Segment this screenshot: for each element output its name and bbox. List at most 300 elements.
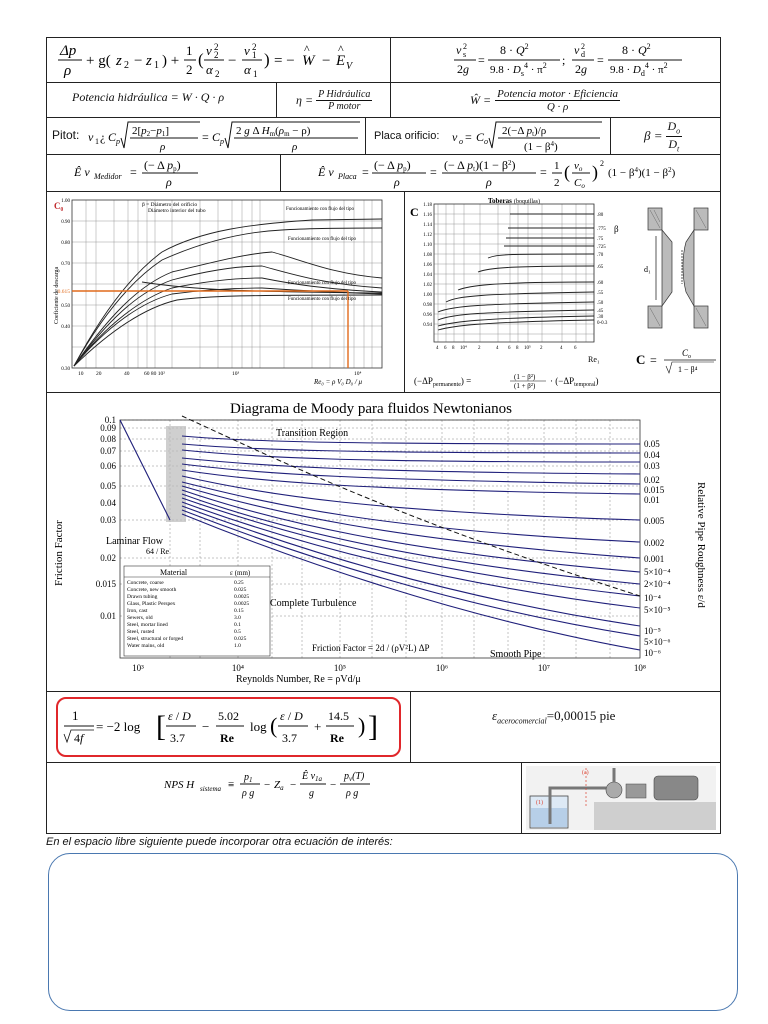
svg-text:10⁵: 10⁵	[524, 346, 531, 351]
ev-placa-equation	[318, 156, 718, 190]
material-row-1-eps: 0.025	[234, 587, 247, 593]
svg-text:=: =	[202, 130, 209, 144]
svg-text:1: 1	[95, 137, 99, 146]
svg-text:1: 1	[554, 160, 560, 172]
svg-text:6: 6	[444, 346, 447, 351]
svg-text:0.70: 0.70	[61, 262, 70, 267]
svg-text:14.5: 14.5	[328, 709, 349, 723]
svg-text:3.7: 3.7	[170, 731, 185, 745]
moody-smooth-label: Smooth Pipe	[490, 649, 542, 660]
svg-text:2: 2	[600, 159, 604, 168]
svg-text:0.02: 0.02	[644, 475, 660, 485]
svg-text:2: 2	[463, 42, 467, 51]
svg-text:10: 10	[78, 371, 84, 377]
svg-text:1.08: 1.08	[423, 253, 432, 258]
svg-text:−: −	[228, 53, 237, 69]
svg-text:0.50: 0.50	[61, 304, 70, 309]
svg-text:1.14: 1.14	[423, 223, 432, 228]
svg-text:0.005: 0.005	[644, 516, 665, 526]
svg-text:3.7: 3.7	[282, 731, 297, 745]
orifice-legend-1: β = Diámetro del orificio	[142, 202, 198, 208]
nozzle-dp-formula	[414, 372, 628, 390]
svg-text:4f: 4f	[74, 731, 84, 745]
svg-text:Δp: Δp	[60, 43, 77, 59]
svg-text:0.04: 0.04	[100, 498, 116, 508]
nozzle-y-ticks	[423, 203, 432, 328]
svg-text:p1: $p_1$	[244, 772, 253, 784]
orifice-velocity-equation	[452, 118, 608, 154]
svg-text:C: C	[476, 130, 485, 144]
svg-text:Za: Za	[274, 779, 284, 792]
material-row-2-eps: 0.0025	[234, 594, 250, 600]
svg-text:10⁻⁵: 10⁻⁵	[644, 626, 661, 636]
pump-label-1: (1)	[536, 800, 543, 806]
svg-text:8: 8	[452, 346, 455, 351]
material-row-5-name: Sewers, old	[127, 615, 153, 621]
svg-text:0.03: 0.03	[100, 515, 116, 525]
svg-text:0.05: 0.05	[644, 439, 660, 449]
svg-text:10⁶: 10⁶	[435, 663, 449, 673]
svg-text:v: v	[456, 43, 462, 57]
orifice-c-label: C₀	[54, 201, 64, 211]
svg-text:9.8 · Ds4 · π2: $9.8 \cdot D_s^4 \cdot \pi^2$	[490, 61, 547, 78]
svg-text:−: −	[264, 779, 271, 791]
svg-text:W: W	[302, 53, 315, 69]
svg-text:;: ;	[562, 53, 566, 67]
orifice-y-ticks	[61, 199, 70, 372]
material-row-1-name: Concrete, new smooth	[127, 587, 177, 593]
svg-text:Ê v: Ê v	[74, 165, 90, 179]
svg-text:1: 1	[252, 50, 257, 60]
svg-text:0.96: 0.96	[423, 313, 432, 318]
material-row-7-eps: 0.5	[234, 629, 241, 635]
nozzle-beta-ticks	[597, 213, 608, 326]
moody-yaxis-label: Friction Factor	[53, 520, 65, 586]
pitot-label: Pitot:	[52, 128, 80, 142]
svg-text:10³: 10³	[232, 371, 240, 377]
svg-text:]: ]	[368, 710, 378, 743]
svg-text:+ g(: + g(	[86, 53, 111, 69]
orifice-curve-label-4: Funcionamiento con flujo del tipo	[288, 297, 357, 302]
svg-text:= −2 log: = −2 log	[96, 719, 141, 734]
svg-text:1: 1	[72, 708, 79, 723]
svg-text:0.40: 0.40	[61, 325, 70, 330]
svg-text:−: −	[202, 719, 210, 734]
svg-text:(−ΔPpermanente) =: $(-\Delta P_{permanente})$ =	[414, 376, 472, 388]
svg-text:): )	[264, 50, 270, 69]
material-row-3-eps: 0.0025	[234, 601, 250, 607]
svg-text:10⁴: 10⁴	[354, 371, 362, 377]
svg-text:C: C	[108, 130, 117, 144]
nozzle-subtitle: (boquillas)	[514, 199, 540, 205]
svg-text:log: log	[250, 719, 267, 734]
svg-text:2: 2	[540, 346, 543, 351]
svg-text:v: v	[244, 43, 250, 58]
ev-medidor-equation	[74, 156, 274, 190]
nozzle-c-formula	[636, 344, 718, 376]
svg-text:2: 2	[124, 60, 129, 71]
svg-text:0.06: 0.06	[100, 461, 116, 471]
potencia-label: Potencia hidráulica	[72, 90, 168, 104]
svg-text:.75: .75	[597, 237, 604, 242]
svg-text:=: =	[540, 165, 547, 179]
pump-label-a: (a)	[582, 770, 589, 776]
svg-text:4: 4	[496, 346, 499, 351]
svg-text:0.015: 0.015	[644, 485, 665, 495]
moody-diagram	[50, 396, 718, 688]
svg-text:=: =	[362, 165, 369, 179]
moody-roughness-ticks	[644, 439, 670, 658]
svg-text:0.015: 0.015	[95, 579, 116, 589]
svg-text:Re: Re	[330, 731, 344, 745]
svg-text:0.01: 0.01	[100, 611, 116, 621]
efficiency-equation: η = $\frac{\text{P Hidráulica}}{\text{P motor}}$	[296, 88, 371, 112]
material-row-4-name: Iron, cast	[127, 608, 148, 614]
w-denominator: Q · ρ	[546, 100, 569, 113]
svg-text:0.98: 0.98	[423, 303, 432, 308]
svg-text:9.8 · Dd4 · π2: $9.8 \cdot D_d^4 \cdot \pi^2$	[610, 61, 668, 78]
svg-text:=: =	[465, 130, 472, 144]
svg-text:0.09: 0.09	[100, 423, 116, 433]
nozzle-x-ticks	[436, 345, 577, 351]
svg-text:6: 6	[574, 346, 577, 351]
material-table	[124, 566, 270, 656]
svg-text:sistema: sistema	[200, 785, 221, 793]
svg-text:10⁻⁶: 10⁻⁶	[644, 648, 661, 658]
svg-text:10⁸: 10⁸	[633, 663, 647, 673]
svg-text:) +: ) +	[162, 53, 180, 69]
svg-text:−: −	[290, 779, 297, 791]
svg-text:(− Δ pp): (− Δ pp)	[374, 158, 411, 173]
svg-text:0.07: 0.07	[100, 446, 116, 456]
material-row-0-eps: 0.25	[234, 580, 244, 586]
material-row-8-eps: 0.025	[234, 636, 247, 642]
eps-header: ε (mm)	[230, 569, 251, 577]
moody-ff-label: Friction Factor = 2d / (ρV²L) ΔP	[312, 643, 430, 653]
svg-text:Co: $C_o$	[682, 348, 692, 360]
svg-text:pv(T): $p_v(T)$	[344, 771, 365, 783]
svg-text:C: C	[636, 352, 646, 367]
svg-text:z: z	[146, 53, 152, 69]
svg-text:−: −	[134, 53, 143, 69]
svg-text:v: v	[452, 130, 458, 144]
svg-text:(1 + β²): (1 + β²)	[514, 382, 536, 390]
placa-label: Placa orificio:	[374, 130, 440, 142]
svg-text:p: p	[220, 137, 224, 146]
svg-text:1: 1	[186, 43, 193, 58]
material-row-5-eps: 3.0	[234, 615, 241, 621]
svg-text:1.12: 1.12	[423, 233, 432, 238]
svg-text:o: o	[484, 137, 488, 146]
svg-text:1: 1	[253, 69, 258, 79]
svg-text:−: −	[330, 779, 337, 791]
material-row-9-name: Water mains, old	[127, 643, 165, 649]
orifice-curve-label-2: Funcionamiento con flujo del tipo	[288, 237, 357, 242]
svg-text:10⁷: 10⁷	[537, 663, 551, 673]
svg-text:[: [	[156, 710, 166, 743]
svg-text:2: 2	[186, 62, 193, 77]
eta-numerator: P Hidráulica	[318, 88, 371, 100]
eta-denominator: P motor	[328, 100, 361, 112]
svg-text:0.01: 0.01	[644, 495, 660, 505]
svg-text:ρ: ρ	[486, 175, 492, 189]
svg-text:2g: 2g	[575, 62, 587, 76]
moody-laminar-label: Laminar Flow	[106, 536, 163, 547]
svg-text:0.05: 0.05	[100, 481, 116, 491]
svg-text:(: (	[564, 162, 570, 182]
svg-text:ρ: ρ	[166, 175, 172, 189]
svg-text:4: 4	[436, 346, 439, 351]
moody-right-axis-label: Relative Pipe Roughness ε/d	[695, 482, 707, 608]
svg-text:Placa: Placa	[338, 172, 357, 181]
orifice-discharge-chart	[52, 194, 400, 390]
nozzle-title: Toberas	[488, 197, 512, 205]
svg-text:.45: .45	[597, 309, 604, 314]
svg-text:0.04: 0.04	[644, 450, 660, 460]
svg-text:1: 1	[154, 60, 159, 71]
material-row-6-eps: 0.1	[234, 622, 241, 628]
svg-text:8 · Q2: $8 \cdot Q^2$	[622, 42, 651, 57]
svg-text:40: 40	[124, 371, 130, 377]
orifice-yaxis-label: Coeficiente de descarga	[54, 266, 60, 324]
svg-text:2: 2	[252, 42, 257, 52]
svg-text:1.04: 1.04	[423, 273, 432, 278]
svg-text:Co: Co	[574, 177, 585, 190]
svg-text:^: ^	[338, 42, 344, 56]
svg-text:g: g	[309, 788, 314, 799]
svg-text:−: −	[322, 53, 331, 69]
svg-text:1.02: 1.02	[423, 283, 432, 288]
moody-turbulence-label: Complete Turbulence	[270, 598, 357, 609]
svg-text:.725: .725	[597, 245, 606, 250]
svg-text:.775: .775	[597, 227, 606, 232]
moody-y-ticks	[96, 415, 117, 621]
svg-text:4: 4	[560, 346, 563, 351]
svg-text:1.18: 1.18	[423, 203, 432, 208]
moody-title: Diagrama de Moody para fluidos Newtonianos	[230, 401, 513, 417]
nozzle-beta-label: β	[614, 224, 619, 234]
svg-text:): )	[358, 713, 366, 738]
npsh-equation	[164, 768, 414, 804]
svg-text:2: 2	[215, 69, 220, 79]
colebrook-equation	[62, 702, 396, 752]
svg-text:0.08: 0.08	[100, 434, 116, 444]
material-row-3-name: Glass, Plastic Perspex	[127, 601, 176, 607]
material-row-7-name: Steel, rusted	[127, 629, 155, 635]
svg-text:2: 2	[554, 177, 560, 189]
svg-text:=: =	[430, 165, 437, 179]
nozzle-diagram	[642, 196, 716, 338]
svg-text:60 80 10²: 60 80 10²	[144, 371, 165, 377]
svg-text:0.02: 0.02	[100, 553, 116, 563]
svg-text:1.06: 1.06	[423, 263, 432, 268]
svg-text:(1 − β4): $(1 - \beta^4)$	[524, 140, 558, 153]
svg-text:5×10⁻⁵: 5×10⁻⁵	[644, 605, 671, 615]
svg-text:Medidor: Medidor	[94, 172, 122, 181]
svg-text:v: v	[88, 130, 94, 144]
moody-xaxis-label: Reynolds Number, Re = ρVd/μ	[236, 674, 361, 685]
svg-text:d: d	[581, 50, 585, 59]
svg-text:V: V	[346, 61, 353, 72]
row7-right-cell	[410, 691, 721, 763]
svg-text:E: E	[336, 53, 346, 69]
svg-text:0.94: 0.94	[423, 323, 432, 328]
svg-text:α: α	[206, 62, 213, 77]
svg-text:= −: = −	[274, 53, 295, 69]
material-row-4-eps: 0.15	[234, 608, 244, 614]
svg-text:(1 − β²): (1 − β²)	[514, 373, 536, 381]
svg-text:o: o	[459, 137, 463, 146]
bernoulli-equation	[54, 39, 384, 81]
svg-text:.30: .30	[597, 315, 604, 320]
nozzle-c-label: C	[410, 205, 419, 219]
moody-transition-label: Transition Region	[276, 428, 349, 439]
svg-text:1.00: 1.00	[423, 293, 432, 298]
svg-text:2: 2	[581, 42, 585, 51]
orifice-curve-label-1: Funcionamiento con flujo del tipo	[286, 207, 355, 212]
orifice-highlight-value: 0.615	[57, 289, 70, 295]
svg-text:vo: vo	[574, 160, 583, 173]
svg-text:ρ: ρ	[160, 141, 166, 153]
svg-text:5×10⁻⁴: 5×10⁻⁴	[644, 567, 671, 577]
svg-text:(− Δ pt)(1 − β2): (− Δ $pt)(1 - \beta^2)$	[444, 158, 516, 173]
material-row-6-name: Steel, mortar lined	[127, 622, 168, 628]
svg-text:1.10: 1.10	[423, 243, 432, 248]
material-header: Material	[160, 568, 188, 577]
svg-text:z: z	[116, 53, 122, 69]
svg-text:v: v	[574, 43, 580, 57]
svg-text:p: p	[116, 137, 120, 146]
svg-text:(− Δ pp): (− Δ pp)	[144, 158, 181, 173]
svg-text:ρ g: ρ g	[242, 788, 255, 799]
svg-text:10⁴: 10⁴	[231, 663, 245, 673]
svg-text:2: 2	[214, 50, 219, 60]
svg-text:s: s	[463, 50, 467, 59]
material-row-9-eps: 1.0	[234, 643, 241, 649]
svg-text:2: 2	[214, 42, 219, 52]
svg-text:5×10⁻⁶: 5×10⁻⁶	[644, 637, 671, 647]
svg-text:Ê v: Ê v	[318, 165, 334, 179]
svg-text:2×10⁻⁴: 2×10⁻⁴	[644, 579, 671, 589]
svg-text:ρ g: ρ g	[346, 788, 359, 799]
svg-text:10⁵: 10⁵	[333, 663, 347, 673]
svg-text:1 − β⁴: 1 − β⁴	[678, 365, 698, 374]
svg-text:2(−Δ pt)/ρ: 2(−Δ pt)/ρ	[502, 125, 547, 138]
svg-text:· (−ΔPtemporal): · $(-\Delta P_{temporal})$	[550, 376, 599, 388]
free-space-box[interactable]	[48, 853, 738, 1011]
svg-text:1.00: 1.00	[61, 199, 70, 204]
roughness-value: $\varepsilon_{acerocomercial}=0,00015$ pie	[492, 708, 616, 726]
w-numerator: Potencia motor · Eficiencia	[497, 87, 619, 100]
svg-text:(: (	[198, 50, 204, 69]
svg-text:v: v	[206, 43, 212, 58]
svg-text:=: =	[130, 165, 137, 179]
svg-text:ρ: ρ	[394, 175, 400, 189]
nozzle-re-label: Re₁	[588, 355, 600, 364]
moody-x-ticks	[132, 663, 646, 673]
orifice-curve-label-3: Funcionamiento con flujo del tipo	[288, 281, 357, 286]
svg-text:(: (	[270, 713, 278, 738]
svg-text:.60: .60	[597, 281, 604, 286]
orifice-re-label: Re₀ = ρ V₀ D₀ / μ	[314, 378, 363, 386]
svg-text:(1 − β4)(1 − β2): $(1 - \beta^4)(1 - \beta^2)$	[608, 166, 676, 179]
svg-text:NPS H: NPS H	[164, 779, 195, 791]
pitot-equation	[88, 118, 364, 154]
svg-text:.65: .65	[597, 265, 604, 270]
svg-text:ε / D: ε / D	[168, 709, 191, 723]
nozzle-chart	[408, 194, 634, 366]
svg-text:0.002: 0.002	[644, 538, 665, 548]
svg-text:2[p2−p1]: 2[p2−p1]	[132, 125, 170, 138]
svg-text:=: =	[478, 53, 485, 67]
svg-text:2g: 2g	[457, 62, 469, 76]
svg-text:8 · Q2: $8 \cdot Q^2$	[500, 42, 529, 57]
svg-text:10⁻⁴: 10⁻⁴	[644, 593, 661, 603]
svg-text:.70: .70	[597, 253, 604, 258]
svg-text:α: α	[244, 62, 251, 77]
svg-text:=: =	[650, 353, 657, 367]
svg-text:5.02: 5.02	[218, 709, 239, 723]
footer-note: En el espacio libre siguiente puede incorporar otra ecuación de interés:	[46, 836, 393, 848]
svg-text:^: ^	[304, 42, 310, 56]
svg-text:6: 6	[508, 346, 511, 351]
pump-diagram	[526, 766, 716, 830]
svg-text:C: C	[212, 130, 221, 144]
orifice-legend-2: Diámetro interior del tubo	[148, 208, 206, 214]
svg-text:ε / D: ε / D	[280, 709, 303, 723]
svg-text:0.30: 0.30	[61, 367, 70, 372]
beta-equation: β = $\frac{D_o}{D_t}$	[644, 119, 681, 153]
svg-text:.55: .55	[597, 291, 604, 296]
svg-text:.50: .50	[597, 301, 604, 306]
potencia-hidraulica	[72, 90, 224, 105]
svg-text:.80: .80	[597, 213, 604, 218]
svg-text:0.001: 0.001	[644, 554, 665, 564]
svg-text:): )	[592, 162, 598, 182]
svg-text:Ê v1a: Ê $v_{1a}$	[302, 771, 323, 783]
svg-text:=: =	[597, 53, 604, 67]
svg-text:ρ: ρ	[292, 141, 298, 153]
velocity-head-equation	[452, 39, 717, 81]
roughness-number: =0,00015 pie	[546, 708, 616, 723]
svg-text:0.80: 0.80	[61, 241, 70, 246]
svg-text:10³: 10³	[132, 663, 144, 673]
svg-text:8: 8	[516, 346, 519, 351]
svg-text:20: 20	[96, 371, 102, 377]
svg-text:¿: ¿	[100, 130, 106, 144]
shaft-work-equation: Ŵ = $\frac{\text{Potencia motor · Eficiencia}}{Q \cdot \rho}$	[470, 87, 619, 113]
svg-text:2 g Δ Hm(ρm − ρ): 2 g Δ Hm(ρm − ρ)	[236, 125, 311, 138]
svg-text:Re: Re	[220, 731, 234, 745]
svg-text:0.1: 0.1	[104, 415, 116, 425]
svg-text:0.03: 0.03	[644, 461, 660, 471]
svg-text:0.90: 0.90	[61, 220, 70, 225]
svg-text:1.16: 1.16	[423, 213, 432, 218]
material-row-8-name: Steel, structural or forged	[127, 636, 184, 642]
svg-text:0-0.3: 0-0.3	[597, 321, 608, 326]
orifice-x-ticks	[78, 371, 362, 377]
moody-laminar-eq: 64 / Re	[146, 547, 170, 556]
svg-text:+: +	[314, 719, 322, 734]
svg-text:10⁴: 10⁴	[460, 346, 467, 351]
svg-text:≡: ≡	[228, 779, 235, 791]
material-row-0-name: Concrete, coarse	[127, 580, 164, 586]
material-row-2-name: Drawn tubing	[127, 594, 158, 600]
nozzle-d1-label: d₁	[644, 265, 651, 274]
svg-text:2: 2	[478, 346, 481, 351]
svg-text:ρ: ρ	[64, 63, 72, 79]
potencia-rhs: = W · Q · ρ	[170, 90, 225, 104]
